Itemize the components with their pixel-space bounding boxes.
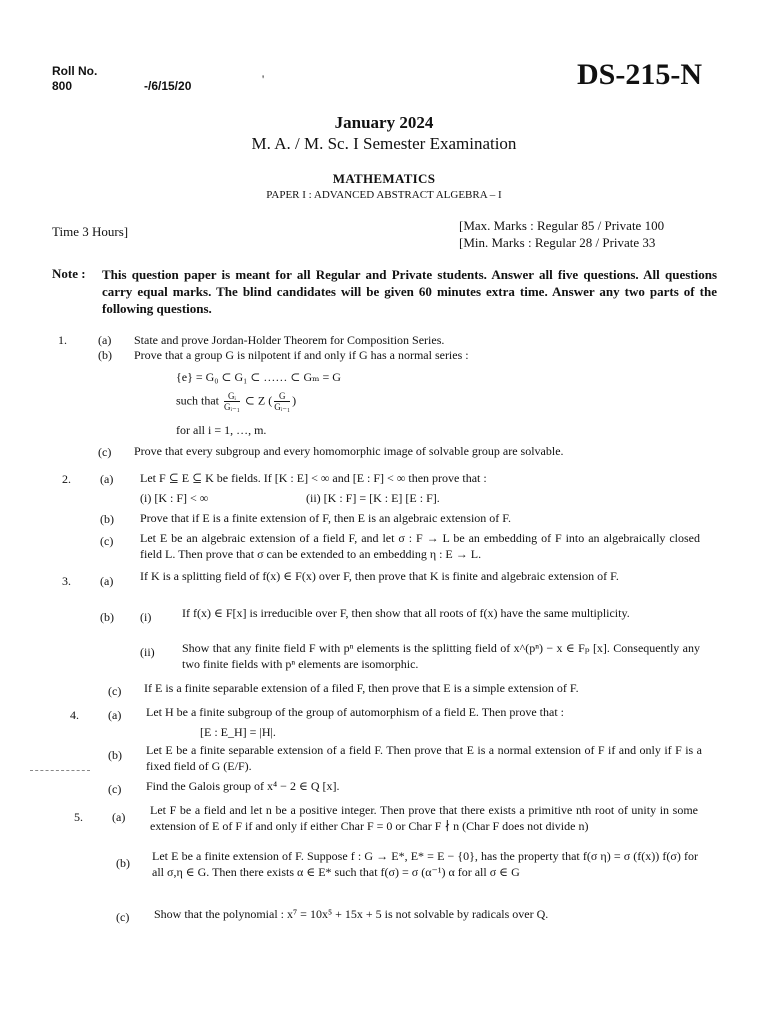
question-text: Let E be an algebraic extension of a field F, and let σ : F → L be an embedding of F into an algebraically closed field L. Then prove that σ can be extended to an embedding η : E → L. [140, 531, 700, 561]
galois-formula: [E : E_H] = |H|. [200, 725, 276, 739]
fraction: $\frac{\text{Gᵢ}}{\text{Gᵢ₋₁}}$ [224, 391, 240, 412]
note-text: This question paper is meant for all Regular and Private students. Answer all five questions. All questions carry equal marks. The blind candidates will be given 60 minutes extra time. Answer any two parts of the following questions. [102, 267, 717, 316]
part-label: (a) [112, 810, 126, 824]
question-number: 5. [74, 810, 83, 824]
max-marks: [Max. Marks : Regular 85 / Private 100 [459, 218, 665, 233]
part-label: (b) [100, 512, 114, 526]
question-text: Let F ⊆ E ⊆ K be fields. If [K : E] < ∞ and [E : F] < ∞ then prove that : [140, 471, 487, 485]
exam-title: M. A. / M. Sc. I Semester Examination [251, 134, 517, 153]
part-label: (c) [108, 782, 122, 796]
question-text: Let E be a finite separable extension of a field F. Then prove that E is a normal extension of F if and only if F is a fixed field of G (E/F). [146, 743, 702, 773]
question-text: Prove that if E is a finite extension of F, then E is an algebraic extension of F. [140, 511, 511, 525]
note-label: Note : [52, 266, 86, 281]
question-text: Let H be a finite subgroup of the group of automorphism of a field E. Then prove that : [146, 705, 565, 719]
part-label: (a) [100, 574, 114, 588]
part-label: (b) [116, 856, 130, 870]
question-number: 3. [62, 574, 71, 588]
roll-no-value: 800 [52, 79, 73, 93]
part-label: (b) [108, 748, 122, 762]
question-text: Find the Galois group of x⁴ − 2 ∈ Q [x]. [146, 779, 340, 793]
roll-no-label: Roll No. [52, 64, 98, 78]
sub-part-ii: (ii) [K : F] = [K : E] [E : F]. [306, 491, 440, 505]
question-text: If K is a splitting field of f(x) ∈ F(x) over F, then prove that K is finite and algebraic extension of F. [140, 569, 619, 583]
question-text: State and prove Jordan-Holder Theorem for Composition Series. [134, 333, 445, 347]
question-text: Prove that a group G is nilpotent if and only if G has a normal series : [134, 348, 469, 362]
part-label: (a) [100, 472, 114, 486]
question-text: Prove that every subgroup and every homomorphic image of solvable group are solvable. [134, 444, 564, 458]
margin-mark [30, 770, 90, 771]
min-marks: [Min. Marks : Regular 28 / Private 33 [459, 235, 656, 250]
question-text: If f(x) ∈ F[x] is irreducible over F, then show that all roots of f(x) have the same multiplicity. [182, 606, 630, 620]
index-range: for all i = 1, …, m. [176, 423, 267, 437]
paper-title: PAPER I : ADVANCED ABSTRACT ALGEBRA – I [266, 189, 502, 201]
exam-code: -/6/15/20 [144, 79, 192, 93]
question-number: 4. [70, 708, 79, 722]
question-number: 1. [58, 333, 67, 347]
question-text: Let F be a field and let n be a positive integer. Then prove that there exists a primitive nth root of unity in some extension of E of F if and only if either Char F = 0 or Char F ∤ n (Char F does not divide n) [150, 803, 698, 833]
nilpotent-condition: such that $\frac{\text{Gᵢ}}{\text{Gᵢ₋₁}}$ ⊂ Z ( $\frac{G}{\text{Gᵢ₋₁}}$ ) [176, 391, 297, 412]
part-label: (a) [98, 333, 112, 347]
part-label: (a) [108, 708, 122, 722]
stray-mark: ' [262, 72, 265, 86]
question-number: 2. [62, 472, 71, 486]
question-text: If E is a finite separable extension of a filed F, then prove that E is a simple extension of F. [144, 681, 579, 695]
fraction: $\frac{G}{\text{Gᵢ₋₁}}$ [274, 391, 291, 412]
part-label: (b) [98, 348, 112, 362]
question-text: Show that any finite field F with pⁿ elements is the splitting field of x^(pⁿ) − x ∈ Fₚ [x]. Consequently any two finite fields with pⁿ elements are isomorphic. [182, 641, 700, 671]
normal-series-formula: {e} = G₀ ⊂ G₁ ⊂ …… ⊂ Gₘ = G [176, 370, 341, 384]
paper-code: DS-215-N [577, 58, 702, 91]
sub-part-label: (i) [140, 610, 152, 624]
question-text: Let E be a finite extension of F. Suppose f : G → E*, E* = E − {0}, has the property that f(σ η) = σ (f(x)) f(σ) for all σ,η ∈ G. Then there exists α ∈ E* such that f(σ) = σ (α⁻¹) α for all σ ∈ G [152, 849, 698, 879]
sub-part-i: (i) [K : F] < ∞ [140, 491, 209, 505]
part-label: (b) [100, 610, 114, 624]
part-label: (c) [98, 445, 112, 459]
question-text: Show that the polynomial : x⁷ = 10x⁵ + 15x + 5 is not solvable by radicals over Q. [154, 907, 549, 921]
part-label: (c) [100, 534, 114, 548]
time-allowed: Time 3 Hours] [52, 224, 129, 239]
subject-title: MATHEMATICS [332, 171, 436, 186]
exam-month: January 2024 [334, 113, 434, 132]
sub-part-label: (ii) [140, 645, 155, 659]
part-label: (c) [108, 684, 122, 698]
part-label: (c) [116, 910, 130, 924]
